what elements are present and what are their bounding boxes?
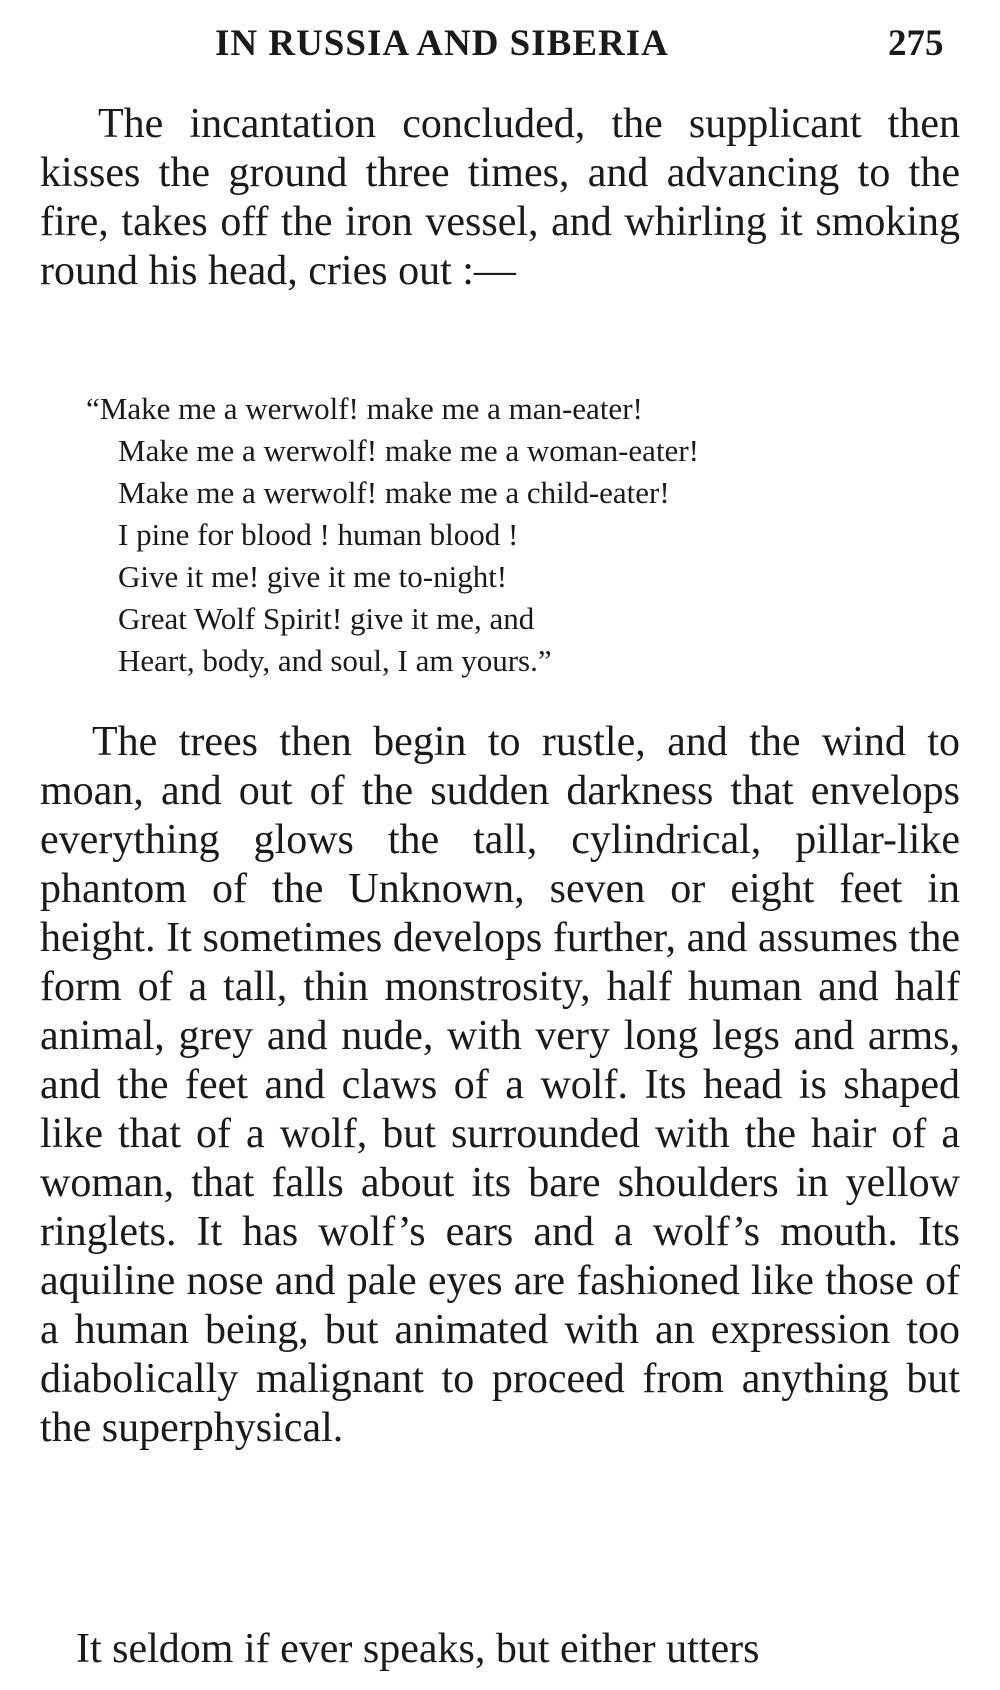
verse-line: I pine for blood ! human blood ! bbox=[118, 517, 519, 552]
running-header bbox=[0, 22, 1000, 72]
verse-line: “Make me a werwolf! make me a man-eater! bbox=[86, 391, 643, 426]
running-title: IN RUSSIA AND SIBERIA bbox=[215, 23, 669, 64]
verse-line: Give it me! give it me to-night! bbox=[118, 559, 508, 594]
paragraph-seldom-speaks: It seldom if ever speaks, but either utters bbox=[76, 1626, 760, 1672]
paragraph-incantation-concluded: The incantation concluded, the supplicant then kisses the ground three times, and advancing to the fire, takes off the iron vessel, and whirling it smoking round his head, cries out :— bbox=[40, 101, 960, 294]
verse-line: Heart, body, and soul, I am yours.” bbox=[118, 643, 552, 678]
paragraph-phantom-description: The trees then begin to rustle, and the wind to moan, and out of the sudden darkness that envelops everything glows the tall, cylindrical, pillar-like phantom of the Unknown, seven or eight feet in height. It sometimes develops further, and assumes the form of a tall, thin monstrosity, half human and half animal, grey and nude, with very long legs and arms, and the feet and claws of a wolf. Its head is shaped like that of a wolf, but surrounded with the hair of a woman, that falls about its bare shoulders in yellow ringlets. It has wolf’s ears and a wolf’s mouth. Its aquiline nose and pale eyes are fashioned like those of a human being, but animated with an expression too diabolically malignant to proceed from anything but the superphysical. bbox=[40, 719, 960, 1451]
page-number: 275 bbox=[888, 23, 944, 64]
verse-line: Great Wolf Spirit! give it me, and bbox=[118, 601, 535, 636]
verse-line: Make me a werwolf! make me a child-eater! bbox=[118, 475, 670, 510]
incantation-verse bbox=[86, 388, 936, 682]
verse-line: Make me a werwolf! make me a woman-eater! bbox=[118, 433, 699, 468]
